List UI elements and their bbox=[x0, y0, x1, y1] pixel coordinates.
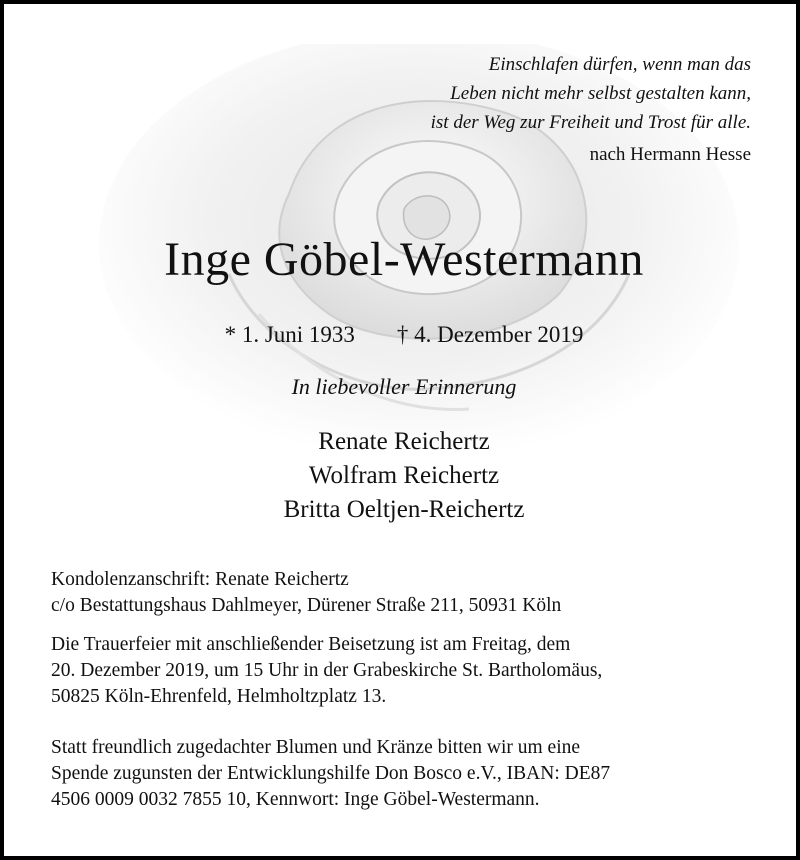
address-line: Kondolenzanschrift: Renate Reichertz bbox=[51, 569, 349, 590]
life-dates bbox=[4, 322, 800, 348]
mourner-name: Britta Oeltjen-Reichertz bbox=[283, 496, 525, 523]
memory-line: In liebevoller Erinnerung bbox=[291, 374, 517, 399]
quote-line: ist der Weg zur Freiheit und Trost für alle. bbox=[430, 112, 751, 133]
ceremony-line: Die Trauerfeier mit anschließender Beisetzung ist am Freitag, dem bbox=[51, 634, 571, 655]
ceremony-notice bbox=[51, 632, 771, 710]
deceased-name: Inge Göbel-Westermann bbox=[164, 233, 644, 286]
quote-line: Leben nicht mehr selbst gestalten kann, bbox=[450, 83, 751, 104]
quote-line: Einschlafen dürfen, wenn man das bbox=[488, 54, 751, 75]
donation-line: 4506 0009 0032 7855 10, Kennwort: Inge Göbel-Westermann. bbox=[51, 789, 540, 810]
quote-source: nach Hermann Hesse bbox=[589, 144, 751, 165]
address-line: c/o Bestattungshaus Dahlmeyer, Dürener Straße 211, 50931 Köln bbox=[51, 595, 562, 616]
ceremony-line: 20. Dezember 2019, um 15 Uhr in der Grabeskirche St. Bartholomäus, bbox=[51, 660, 603, 681]
birth-date: * 1. Juni 1933 bbox=[224, 322, 355, 347]
donation-line: Spende zugunsten der Entwicklungshilfe Don Bosco e.V., IBAN: DE87 bbox=[51, 763, 611, 784]
quote bbox=[431, 50, 751, 137]
death-date: † 4. Dezember 2019 bbox=[396, 322, 584, 347]
ceremony-line: 50825 Köln-Ehrenfeld, Helmholtzplatz 13. bbox=[51, 686, 387, 707]
donation-line: Statt freundlich zugedachter Blumen und Kränze bitten wir um eine bbox=[51, 737, 581, 758]
condolence-address bbox=[51, 567, 771, 619]
mourners-list bbox=[4, 425, 800, 527]
mourner-name: Renate Reichertz bbox=[318, 428, 490, 455]
mourner-name: Wolfram Reichertz bbox=[308, 462, 500, 489]
donation-notice bbox=[51, 735, 771, 813]
